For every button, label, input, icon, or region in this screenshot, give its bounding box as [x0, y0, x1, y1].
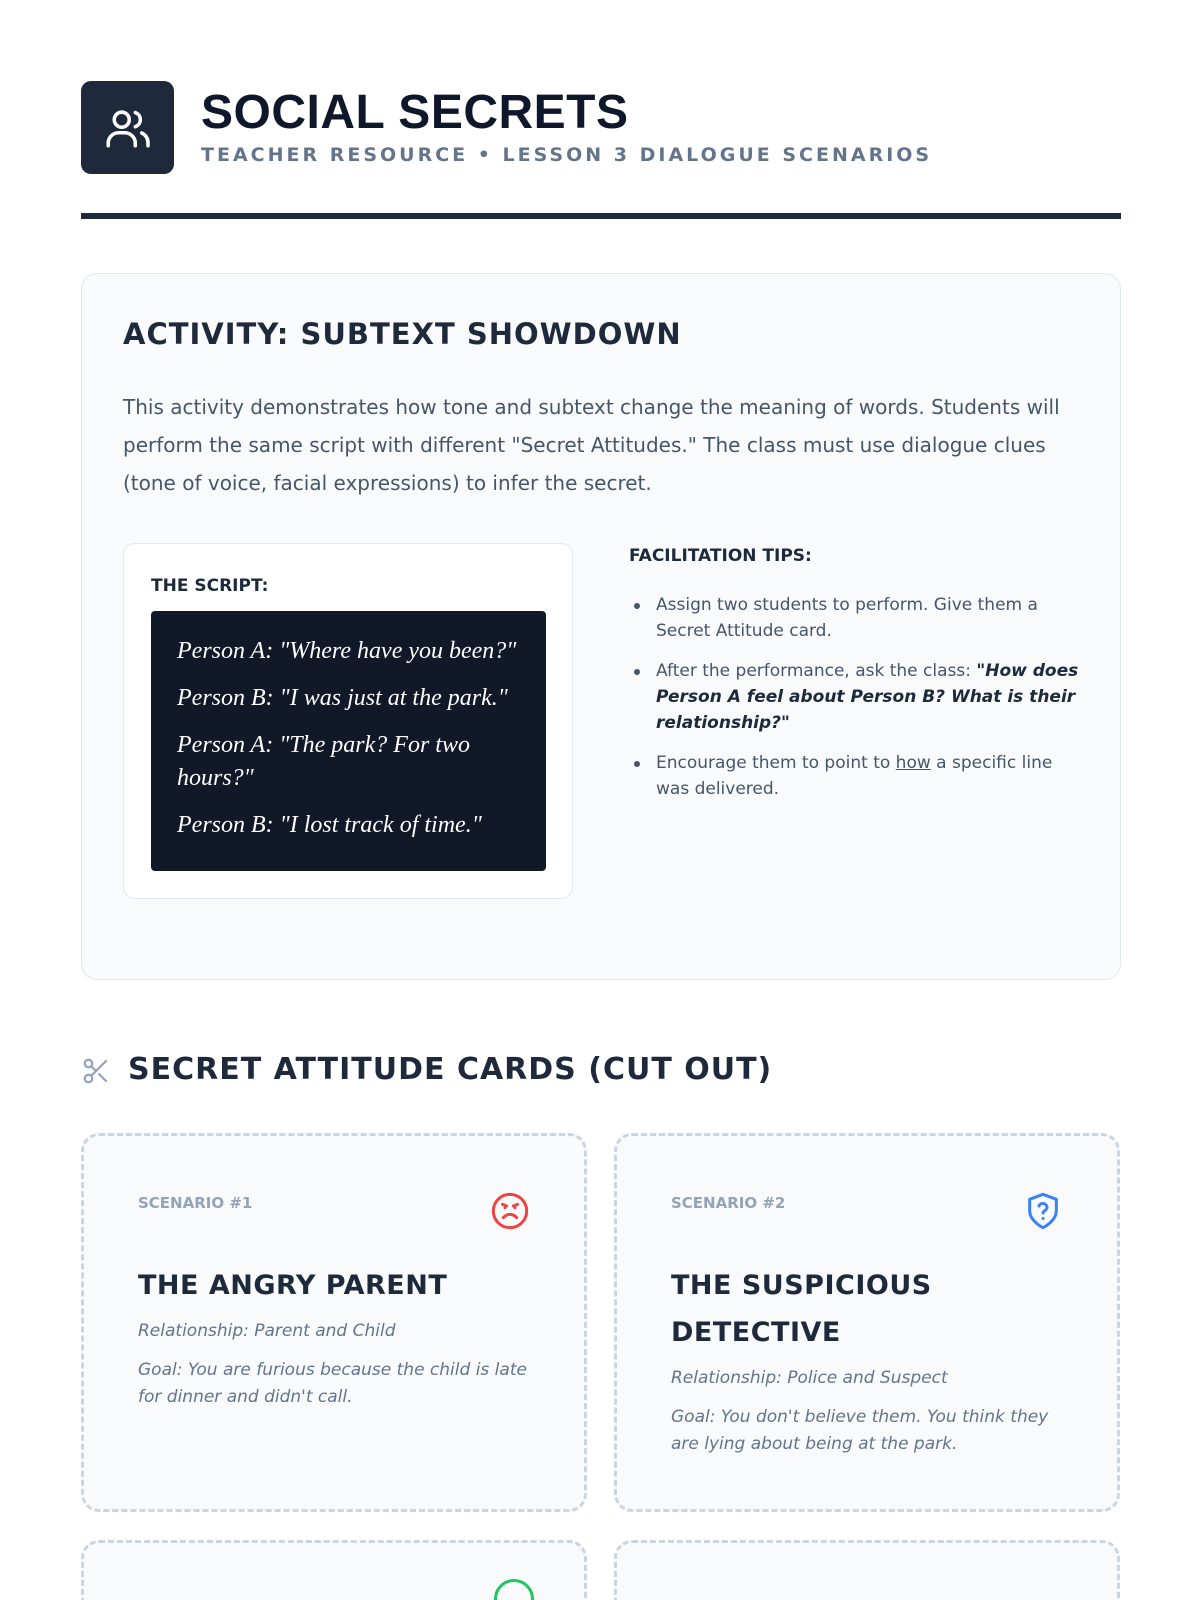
script-line: Person A: "The park? For two hours?"	[177, 732, 470, 791]
page-title: SOCIAL SECRETS	[201, 86, 629, 139]
activity-title: ACTIVITY: SUBTEXT SHOWDOWN	[123, 317, 682, 351]
card-goal: Goal: You are furious because the child is late for dinner and didn't call.	[138, 1360, 527, 1407]
card-title: THE SUSPICIOUS DETECTIVE	[671, 1270, 932, 1348]
card-relationship: Relationship: Police and Suspect	[671, 1368, 948, 1388]
cards-section-title: SECRET ATTITUDE CARDS (CUT OUT)	[128, 1052, 773, 1087]
attitude-card	[81, 1540, 587, 1600]
card-title: THE ANGRY PARENT	[138, 1270, 448, 1301]
script-panel	[151, 611, 546, 871]
scissors-icon	[81, 1056, 111, 1086]
activity-description: This activity demonstrates how tone and subtext change the meaning of words. Students will perform the same script with different "Secret Attitudes." The class must use dialogue clues (tone of voice, facial expressions) to infer the secret.	[123, 395, 1060, 495]
shield-question-icon	[1023, 1191, 1063, 1231]
tip-emphasis: "How does Person A feel about Person B? What is their relationship?"	[656, 661, 1079, 733]
page-header	[81, 81, 1121, 221]
card-scenario-label: SCENARIO #1	[138, 1194, 253, 1212]
script-box	[123, 543, 573, 899]
card-goal: Goal: You don't believe them. You think they are lying about being at the park.	[671, 1407, 1049, 1454]
tips-title: FACILITATION TIPS:	[629, 546, 812, 566]
tip-item	[629, 592, 1089, 644]
tip-text: After the performance, ask the class:	[656, 661, 977, 681]
attitude-card	[614, 1540, 1120, 1600]
cards-section-heading	[81, 1052, 981, 1092]
attitude-card	[81, 1133, 587, 1512]
tips-list	[629, 592, 1089, 802]
tip-underline: how	[895, 753, 931, 773]
tip-item	[629, 658, 1089, 736]
scenario-icon	[494, 1579, 534, 1600]
attitude-card	[614, 1133, 1120, 1512]
tip-text: a specific line was delivered.	[656, 753, 1053, 799]
tip-text: Assign two students to perform. Give them a Secret Attitude card.	[656, 595, 1038, 641]
card-relationship: Relationship: Parent and Child	[138, 1321, 396, 1341]
script-line: Person B: "I was just at the park."	[177, 685, 508, 711]
page-subtitle: TEACHER RESOURCE • LESSON 3 DIALOGUE SCENARIOS	[201, 144, 933, 166]
users-icon	[81, 81, 174, 174]
activity-card	[81, 273, 1121, 980]
script-label: THE SCRIPT:	[151, 576, 269, 596]
card-scenario-label: SCENARIO #2	[671, 1194, 786, 1212]
card-body	[671, 1355, 1071, 1458]
facilitation-tips	[629, 546, 1089, 816]
tip-item	[629, 750, 1089, 802]
tip-text: Encourage them to point to	[656, 753, 896, 773]
angry-face-icon	[490, 1191, 530, 1231]
script-line: Person B: "I lost track of time."	[177, 812, 482, 838]
header-divider	[81, 213, 1121, 219]
script-line: Person A: "Where have you been?"	[177, 638, 517, 664]
card-body	[138, 1308, 538, 1411]
